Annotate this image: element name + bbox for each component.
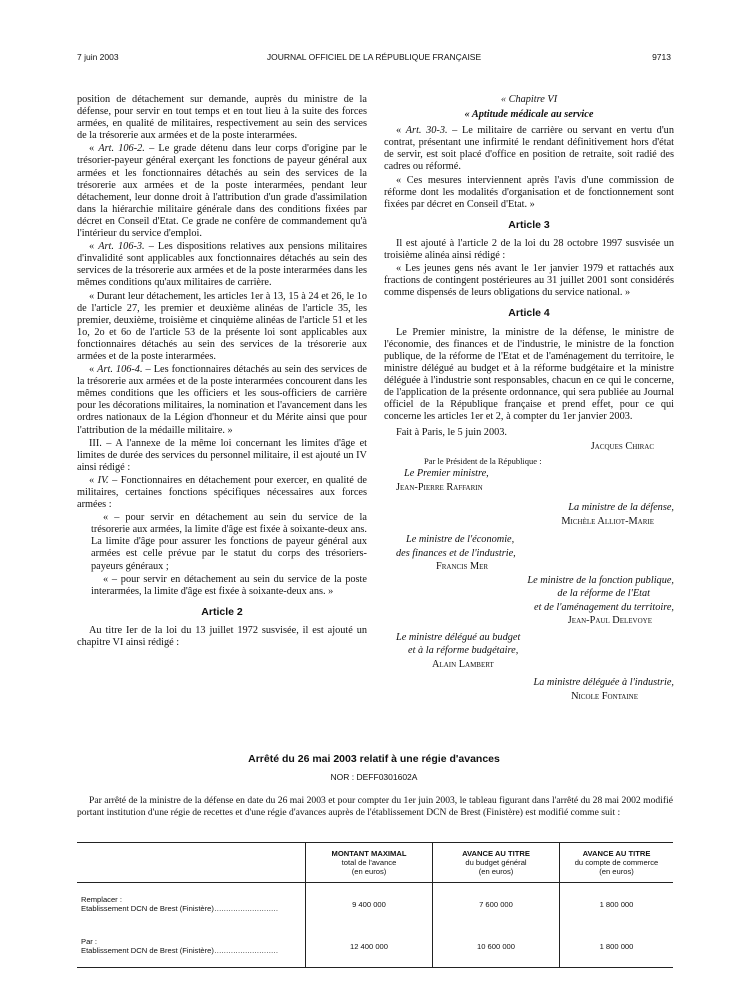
signatory-role: Le Premier ministre, <box>404 468 489 480</box>
signatory-name: Francis Mer <box>436 561 489 573</box>
paragraph: « Ces mesures interviennent après l'avis d'une commission de réforme dont les modalités d'organisation et de fonctionnement sont fixées par décret en Conseil d'Etat. » <box>384 174 674 210</box>
paragraph: Il est ajouté à l'article 2 de la loi du 28 octobre 1997 susvisée un troisième alinéa ainsi rédigé : <box>384 237 674 262</box>
row-label-line: Par : <box>81 937 98 946</box>
paragraph: « IV. – Fonctionnaires en détachement pour exercer, en qualité de militaires, certaines fonctions spécifiques nécessaires aux forces armées : <box>77 474 367 511</box>
paragraph-text: – Fonctionnaires en détachement pour exercer, en qualité de militaires, certaines fonctions spécifiques nécessaires aux forces armées : <box>77 474 367 511</box>
signatory-role: Le ministre de l'économie, <box>406 534 515 546</box>
dash-item: « – pour servir en détachement au sein du service de la trésorerie aux armées, la limite d'âge est fixée à soixante-deux ans. La limite d'âge pour assurer les fonctions de payeur général aux armées est celle prévue par le statut du corps des trésoriers-payeurs généraux ; <box>91 512 367 572</box>
paragraph-text: – Le militaire de carrière ou servant en vertu d'un contrat, présentant une infirmité le rendant définitivement hors d'état de servir, est soit placé d'office en position de retraite, soit radié des cadres ou réformé. <box>384 125 674 173</box>
paragraph: « Art. 106-2. – Le grade détenu dans leur corps d'origine par le trésorier-payeur général exerçant les fonctions de payeur général aux armées et les fonctionnaires détachés au sein des services de la trésorerie aux armées et de la poste interarmées, pendant leur détachement, leur donne droit à l'attribution d'un grade d'assimilation dans la hiérarchie militaire générale dans des conditions fixées par décret en Conseil d'Etat. Ce grade ne confère de commandement qu'à l'intérieur du service d'emploi. <box>77 143 368 240</box>
header-line: du budget général <box>465 858 527 867</box>
signatory-role: La ministre déléguée à l'industrie, <box>533 677 674 689</box>
paragraph: III. – A l'annexe de la même loi concernant les limites d'âge et limites de durée des services du personnel militaire, il est ajouté un IV ainsi rédigé : <box>77 437 367 473</box>
paragraph-text: – Le grade détenu dans leur corps d'origine par le trésorier-payeur général exerçant les fonctions de payeur général aux armées et les fonctionnaires détachés au sein des services de la trésorerie aux armées et de la poste interarmées, pendant leur détachement, leur donne droit à l'attribution d'un grade d'assimilation dans la hiérarchie militaire générale dans des conditions fixées par décret en Conseil d'Etat. Ce grade ne confère de commandement qu'à l'intérieur du service d'emploi. <box>77 143 368 240</box>
row-label-text: Etablissement DCN de Brest (Finistère) <box>81 904 214 913</box>
header-line: AVANCE AU TITRE <box>582 849 651 858</box>
row-label <box>77 925 306 968</box>
chapter-subtitle: « Aptitude médicale au service <box>464 109 594 121</box>
table-header-cell <box>433 843 560 883</box>
table-header-cell <box>306 843 433 883</box>
paragraph: position de détachement sur demande, auprès du ministre de la défense, pour servir en tout temps et en tout lieu à la suite des forces armées, en qualité de militaires, respectivement au sein des services de la trésorerie aux armées et de la poste interarmées. <box>77 94 367 142</box>
article-ref: Art. 106-4. <box>97 364 143 376</box>
left-column <box>77 94 367 650</box>
paragraph: « Art. 30-3. – Le militaire de carrière ou servant en vertu d'un contrat, présentant une infirmité le rendant définitivement hors d'état de servir, est soit placé d'office en position de retraite, soit radié des cadres ou réformé. <box>384 125 674 173</box>
row-value: 10 600 000 <box>433 925 560 968</box>
paragraph: Au titre Ier de la loi du 13 juillet 1972 susvisée, il est ajouté un chapitre VI ainsi rédigé : <box>77 624 367 649</box>
article-heading: Article 3 <box>508 218 550 231</box>
row-value: 12 400 000 <box>306 925 433 968</box>
table-header-empty <box>77 843 306 883</box>
header-line: (en euros) <box>351 867 387 876</box>
signatory-name: Jean-Pierre Raffarin <box>396 481 483 493</box>
signatory-role: et de l'aménagement du territoire, <box>534 601 674 613</box>
signatory-role: La ministre de la défense, <box>568 502 674 514</box>
signatory-name: Alain Lambert <box>432 658 494 670</box>
signatory-role: Le ministre de la fonction publique, <box>527 574 674 586</box>
signatory-name: Nicole Fontaine <box>571 690 638 702</box>
chapter-title: « Chapitre VI <box>500 94 558 105</box>
paragraph: « Durant leur détachement, les articles 1er à 13, 15 à 24 et 26, le 1o de l'article 27, les premier et deuxième alinéas de l'article 35, les premier, deuxième, troisième et cinquième alinéas de l'article 51 et les 1o, 2o et 6o de l'article 53 de la présente loi sont applicables aux fonctionnaires détachés au sein des services de la trésorerie aux armées et de la poste interarmées. <box>77 290 367 362</box>
signing-date: Fait à Paris, le 5 juin 2003. <box>396 427 507 439</box>
signatory-role: des finances et de l'industrie, <box>396 547 516 559</box>
article-heading: Article 4 <box>508 307 550 320</box>
arrete-nor: NOR : DEFF0301602A <box>330 772 418 782</box>
arrete-title: Arrêté du 26 mai 2003 relatif à une régie d'avances <box>248 753 500 765</box>
row-label <box>77 883 306 926</box>
row-value: 9 400 000 <box>306 883 433 926</box>
header-line: du compte de commerce <box>574 858 659 867</box>
row-value: 7 600 000 <box>433 883 560 926</box>
row-label-line: Etablissement DCN de Brest (Finistère)……………………… <box>81 904 278 913</box>
article-ref: Art. 30-3. <box>405 125 448 137</box>
paragraph: Le Premier ministre, la ministre de la défense, le ministre de l'économie, des finances et de l'industrie, le ministre de la fonction publique, de la réforme de l'Etat et de l'aménagement du territoire, le ministre délégué au budget et à la réforme budgétaire et la ministre déléguée à l'industrie sont responsables, chacun en ce qui le concerne, de l'application de la présente ordonnance, qui sera publiée au Journal officiel de la République française et prend effet, pour ce qui concerne les articles 1er et 2, à compter du 1er janvier 2003. <box>384 326 674 423</box>
signatory-role: de la réforme de l'Etat <box>557 588 650 600</box>
signatory-name: Jean-Paul Delevoye <box>567 615 652 627</box>
row-label-line: Etablissement DCN de Brest (Finistère)……………………… <box>81 946 278 955</box>
article-ref: IV. <box>97 474 109 486</box>
avances-table <box>77 842 673 968</box>
table-header-cell <box>560 843 674 883</box>
paragraph-text: – Les dispositions relatives aux pensions militaires d'invalidité sont applicables aux fonctionnaires détachés au sein des services de la trésorerie aux armées et de la poste interarmées dans les mêmes conditions qu'aux militaires de carrière. <box>77 241 367 289</box>
signatory-role: Le ministre délégué au budget <box>396 631 521 643</box>
paragraph: « Art. 106-3. – Les dispositions relatives aux pensions militaires d'invalidité sont applicables aux fonctionnaires détachés au sein des services de la trésorerie aux armées et de la poste interarmées dans les mêmes conditions qu'aux militaires de carrière. <box>77 241 367 289</box>
table-row <box>77 925 673 968</box>
signature-intro: Par le Président de la République : <box>424 455 542 466</box>
arrete-body: Par arrêté de la ministre de la défense en date du 26 mai 2003 et pour compter du 1er juin 2003, le tableau figurant dans l'arrêté du 28 mai 2002 modifié portant institution d'une régie de recettes et d'une régie d'avances auprès de l'établissement DCN de Brest (Finistère) est modifié comme suit : <box>77 795 673 818</box>
row-value: 1 800 000 <box>560 883 674 926</box>
row-label-text: Etablissement DCN de Brest (Finistère) <box>81 946 214 955</box>
header-page-number: 9713 <box>652 52 671 62</box>
signatory-name: Jacques Chirac <box>590 441 654 453</box>
signatory-name: Michèle Alliot-Marie <box>561 515 654 527</box>
header-date: 7 juin 2003 <box>77 52 119 62</box>
signatures <box>384 441 674 703</box>
article-heading: Article 2 <box>201 605 243 618</box>
right-column <box>384 94 674 704</box>
table-header-row <box>77 843 673 883</box>
row-value: 1 800 000 <box>560 925 674 968</box>
article-ref: Art. 106-3. <box>98 241 145 253</box>
header-line: (en euros) <box>478 867 514 876</box>
header-line: (en euros) <box>599 867 634 876</box>
header-line: total de l'avance <box>341 858 397 867</box>
header-line: AVANCE AU TITRE <box>462 849 530 858</box>
paragraph-text: – Les fonctionnaires détachés au sein des services de la trésorerie aux armées et de la poste interarmées concourent dans les mêmes conditions que les officiers et les sous-officiers de carrière pour les décorations militaires, la nomination et l'avancement dans les ordres nationaux de la Légion d'honneur et du Mérite ainsi que pour l'attribution de la médaille militaire. » <box>77 364 367 436</box>
header-journal-title: JOURNAL OFFICIEL DE LA RÉPUBLIQUE FRANÇAISE <box>266 52 482 62</box>
signatory-role: et à la réforme budgétaire, <box>408 645 519 657</box>
row-label-line: Remplacer : <box>81 895 122 904</box>
paragraph: « Art. 106-4. – Les fonctionnaires détachés au sein des services de la trésorerie aux armées et de la poste interarmées concourent dans les mêmes conditions que les officiers et les sous-officiers de carrière pour les décorations militaires, la nomination et l'avancement dans les ordres nationaux de la Légion d'honneur et du Mérite ainsi que pour l'attribution de la médaille militaire. » <box>77 364 367 436</box>
header-line: MONTANT MAXIMAL <box>331 849 407 858</box>
table-row <box>77 883 673 926</box>
article-ref: Art. 106-2. <box>98 143 145 155</box>
paragraph: « Les jeunes gens nés avant le 1er janvier 1979 et rattachés aux fractions de contingent postérieures au 31 juillet 2001 sont considérés comme dispensés de leurs obligations du service national. » <box>384 263 674 299</box>
dash-item: « – pour servir en détachement au sein du service de la poste interarmées, la limite d'âge est fixée à soixante-deux ans. » <box>91 573 367 597</box>
